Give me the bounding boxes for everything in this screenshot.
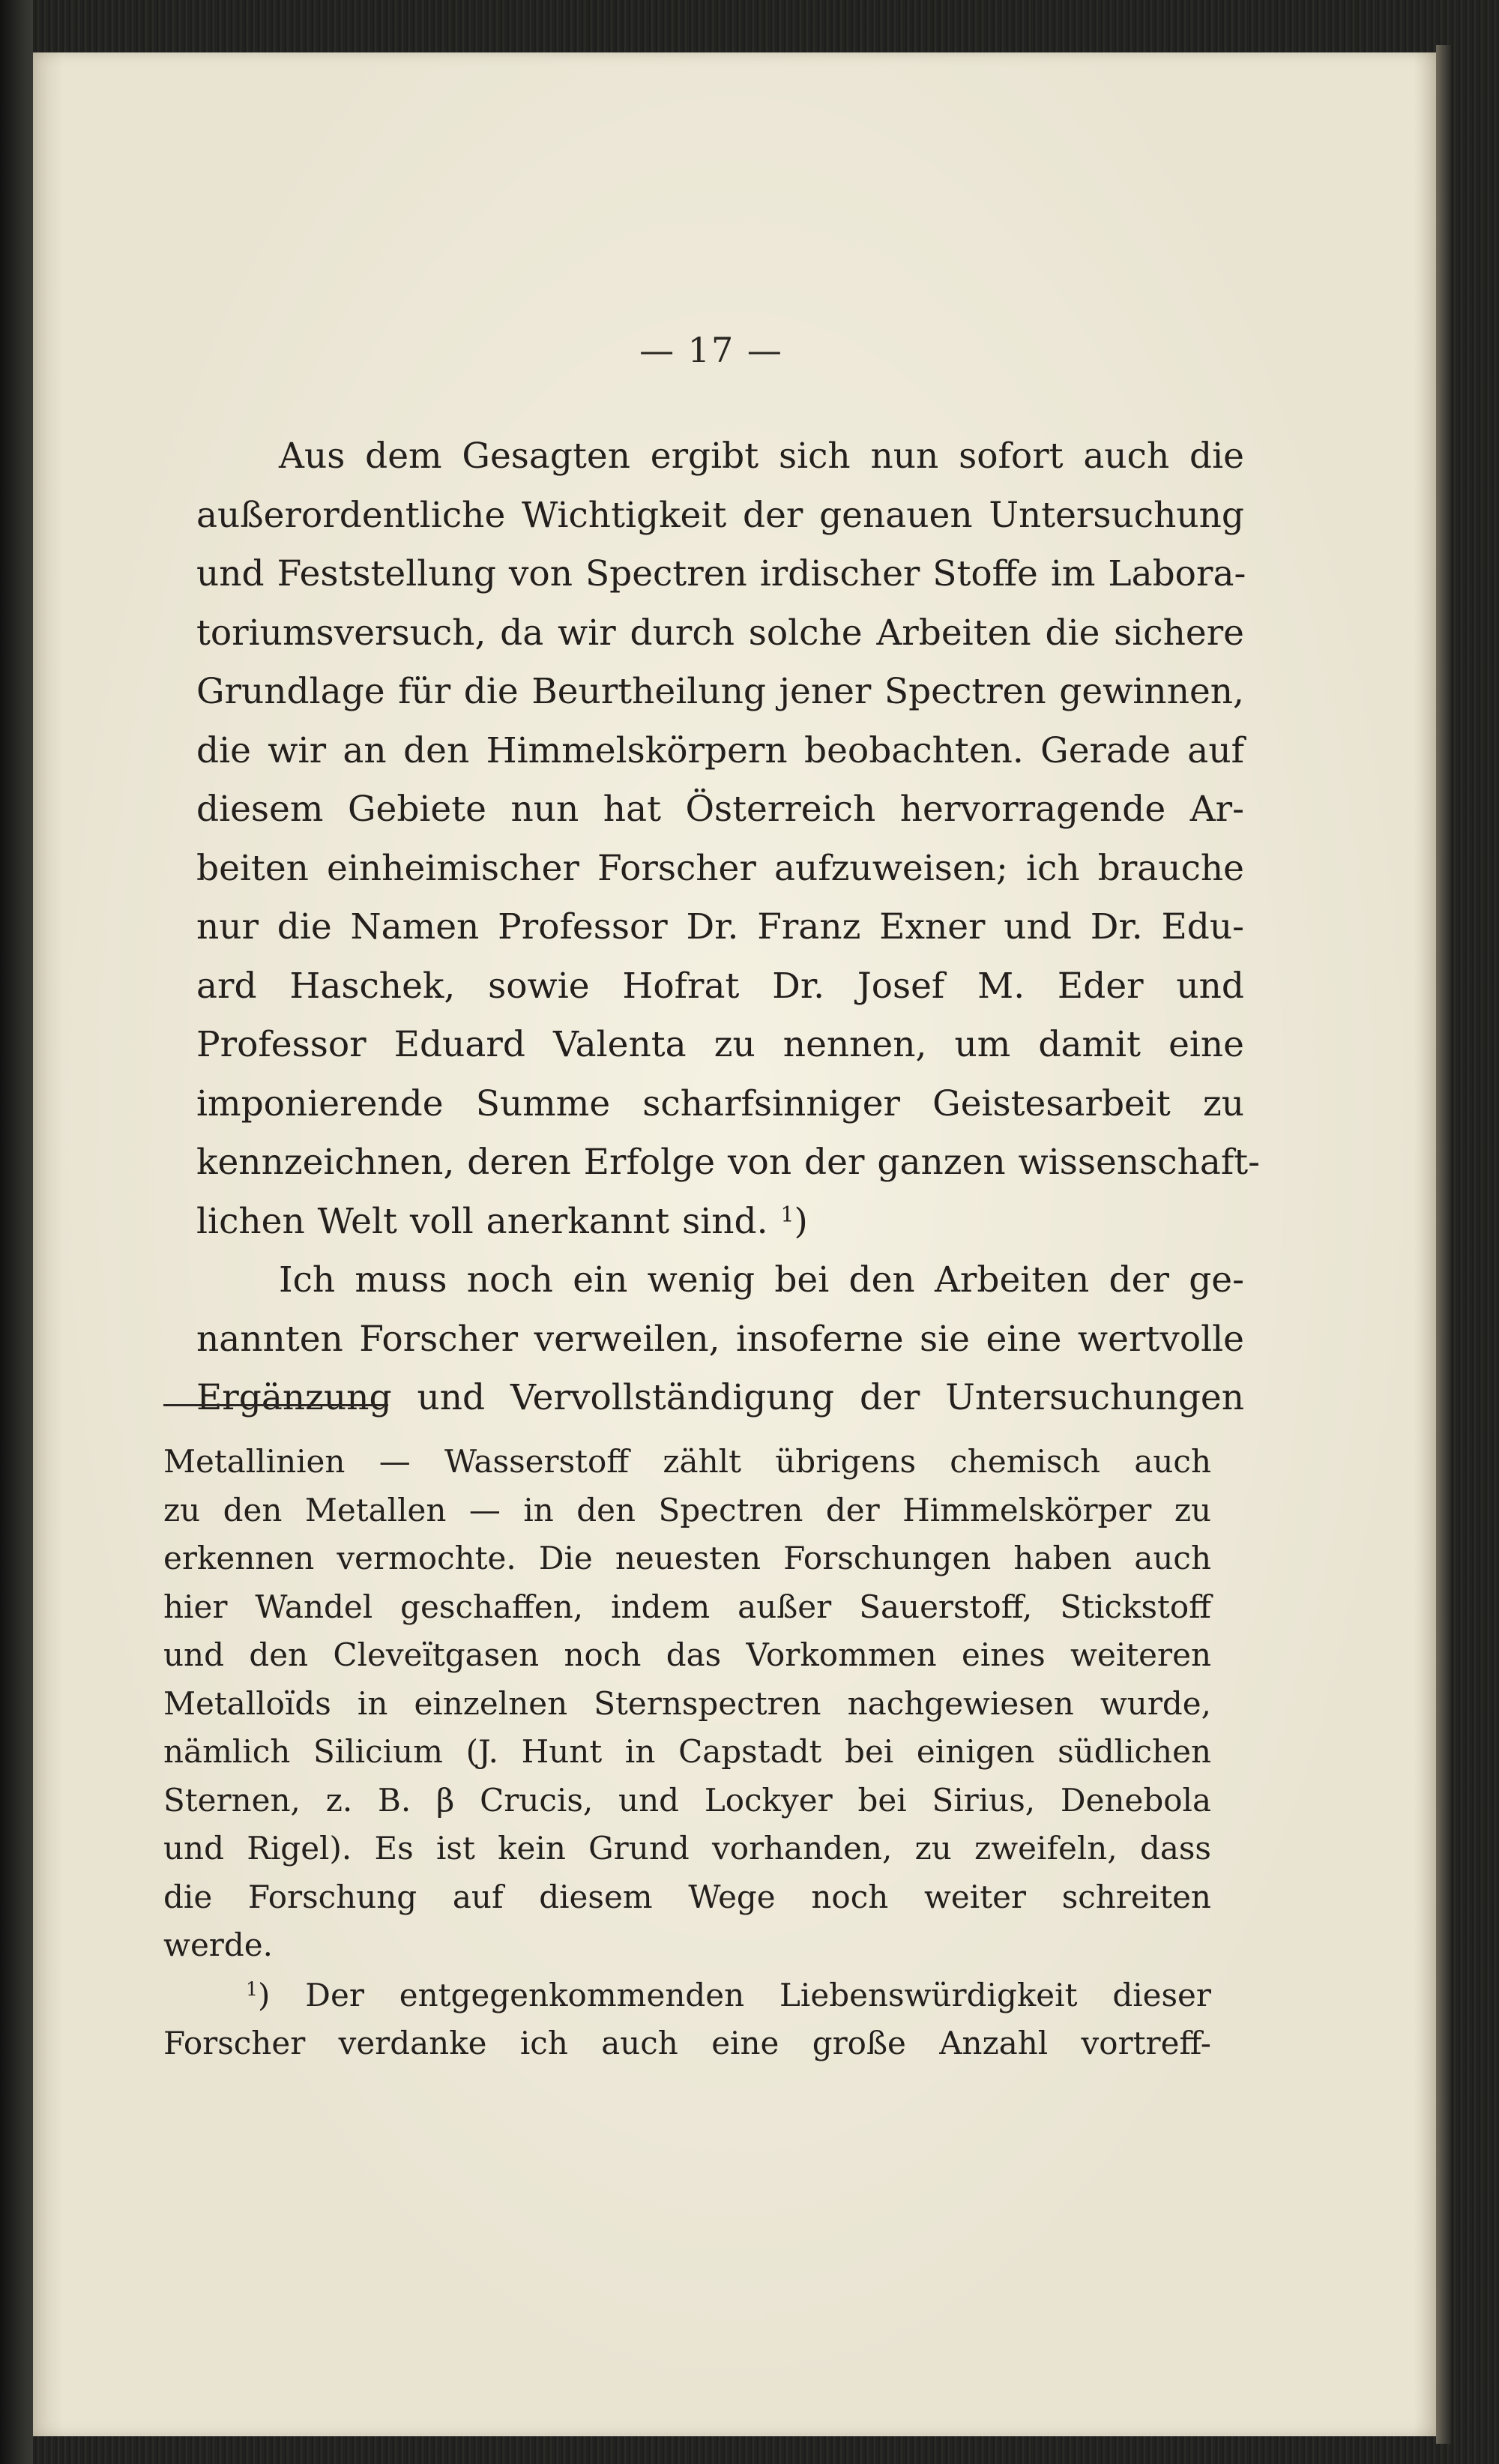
- footnote-line: und den Cleveïtgasen noch das Vorkommen eines weiteren: [163, 1636, 1211, 1673]
- text-line: diesem Gebiete nun hat Österreich hervorragende Ar-: [196, 789, 1244, 830]
- text-fragment: lichen Welt voll anerkannt sind.: [196, 1200, 768, 1242]
- footnote-separator: [163, 1404, 388, 1406]
- text-line: toriumsversuch, da wir durch solche Arbeiten die sichere: [196, 612, 1244, 654]
- text-line: beiten einheimischer Forscher aufzuweisen; ich brauche: [196, 847, 1244, 889]
- footnote-line: [163, 1971, 1211, 2020]
- book-page: [33, 52, 1436, 2436]
- footnote-1: [163, 1971, 1211, 2068]
- footnote-marker: 1: [780, 1202, 794, 1226]
- main-text-block: [196, 427, 1261, 1428]
- text-line: nur die Namen Professor Dr. Franz Exner und Dr. Edu-: [196, 906, 1244, 948]
- footnote-line: nämlich Silicium (J. Hunt in Capstadt bei einigen südlichen: [163, 1733, 1211, 1770]
- text-line: imponierende Summe scharfsinniger Geistesarbeit zu: [196, 1082, 1244, 1124]
- footnote-line: erkennen vermochte. Die neuesten Forschungen haben auch: [163, 1540, 1211, 1576]
- footnote-continued: [163, 1438, 1211, 1970]
- page-edge: [1436, 45, 1451, 2444]
- footnote-line: Metallinien — Wasserstoff zählt übrigens chemisch auch: [163, 1443, 1211, 1480]
- footnote-line: und Rigel). Es ist kein Grund vorhanden, zu zweifeln, dass: [163, 1830, 1211, 1867]
- text-line: Ergänzung und Vervollständigung der Untersuchungen: [196, 1377, 1244, 1418]
- text-line: und Feststellung von Spectren irdischer Stoffe im Labora-: [196, 553, 1246, 594]
- footnote-text-fragment: ) Der entgegenkommenden Liebenswürdigkeit dieser: [258, 1976, 1211, 2013]
- paragraph-1: [196, 427, 1261, 1251]
- footnotes-block: [163, 1438, 1211, 2068]
- text-line: die wir an den Himmelskörpern beobachten. Gerade auf: [196, 729, 1244, 771]
- footnote-line: werde.: [163, 1927, 273, 1963]
- text-line: nannten Forscher verweilen, insoferne sie eine wertvolle: [196, 1318, 1244, 1360]
- text-line: Ich muss noch ein wenig bei den Arbeiten der ge-: [279, 1259, 1244, 1301]
- page-number: — 17 —: [639, 330, 783, 370]
- footnote-line: zu den Metallen — in den Spectren der Himmelskörper zu: [163, 1491, 1211, 1528]
- footnote-number: 1: [246, 1977, 259, 2000]
- footnote-marker-paren: ): [794, 1200, 808, 1242]
- footnote-line: Forscher verdanke ich auch eine große Anzahl vortreff-: [163, 2025, 1211, 2061]
- text-line: Aus dem Gesagten ergibt sich nun sofort auch die: [279, 436, 1244, 477]
- text-line: kennzeichnen, deren Erfolge von der ganzen wissenschaft-: [196, 1142, 1261, 1183]
- footnote-line: die Forschung auf diesem Wege noch weiter schreiten: [163, 1878, 1211, 1915]
- text-line: ard Haschek, sowie Hofrat Dr. Josef M. Eder und: [196, 965, 1244, 1007]
- text-line: Grundlage für die Beurtheilung jener Spectren gewinnen,: [196, 671, 1244, 712]
- footnote-line: Sternen, z. B. β Crucis, und Lockyer bei Sirius, Denebola: [163, 1781, 1211, 1819]
- footnote-line: hier Wandel geschaffen, indem außer Sauerstoff, Stickstoff: [163, 1588, 1211, 1625]
- text-line: außerordentliche Wichtigkeit der genauen Untersuchung: [196, 494, 1244, 536]
- book-spine: [0, 0, 33, 2464]
- text-line-last: [196, 1193, 1244, 1252]
- text-line: Professor Eduard Valenta zu nennen, um damit eine: [196, 1024, 1244, 1065]
- paragraph-2: [196, 1251, 1244, 1428]
- footnote-line: Metalloïds in einzelnen Sternspectren nachgewiesen wurde,: [163, 1684, 1211, 1722]
